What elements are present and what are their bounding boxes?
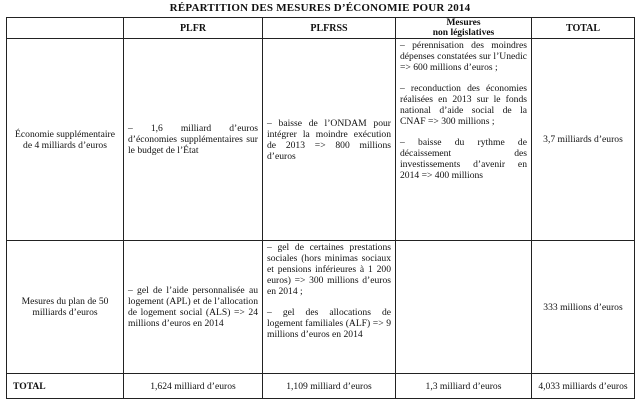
cell-total: 3,7 milliards d’euros (532, 39, 635, 241)
mesure-item: – baisse du rythme de décaissement des investissements d’avenir en 2014 => 400 millions (400, 137, 527, 181)
economy-measures-table (6, 17, 635, 399)
mesure-item: – pérennisation des moindres dépenses constatées sur l’Unedic => 600 millions d’euros ; (400, 40, 527, 73)
header-mesures (396, 18, 532, 39)
cell-plfr: 1,624 milliard d’euros (124, 374, 263, 399)
cell-mesures (396, 39, 532, 241)
cell-mesures (396, 241, 532, 374)
row-label: Mesures du plan de 50 milliards d’euros (7, 241, 124, 374)
table-row-economie (7, 39, 635, 241)
header-mesures-line2: non législatives (432, 28, 495, 38)
plfrss-item: – gel des allocations de logement familiales (ALF) => 9 millions d’euros en 2014 (267, 307, 391, 340)
cell-plfr: – 1,6 milliard d’euros d’économies supplémentaires sur le budget de l’État (124, 39, 263, 241)
cell-plfrss: 1,109 milliard d’euros (263, 374, 396, 399)
plfrss-item: – gel de certaines prestations sociales (hors minimas sociaux et pensions inférieures à 1 200 euros) => 300 millions d’euros en 2014 ; (267, 242, 391, 297)
header-blank (7, 18, 124, 39)
cell-plfrss: – baisse de l’ONDAM pour intégrer la moindre exécution de 2013 => 800 millions d’euros (263, 39, 396, 241)
cell-total: 4,033 milliards d’euros (532, 374, 635, 399)
cell-mesures: 1,3 milliard d’euros (396, 374, 532, 399)
header-row (7, 18, 635, 39)
row-label: TOTAL (7, 374, 124, 399)
cell-total: 333 millions d’euros (532, 241, 635, 374)
table-row-total (7, 374, 635, 399)
cell-plfr: – gel de l’aide personnalisée au logement (APL) et de l’allocation de logement social (ALS) => 24 millions d’euros en 2014 (124, 241, 263, 374)
table-row-plan (7, 241, 635, 374)
row-label: Économie supplémentaire de 4 milliards d’euros (7, 39, 124, 241)
header-total: TOTAL (532, 18, 635, 39)
table-title: RÉPARTITION DES MESURES D’ÉCONOMIE POUR 2014 (169, 2, 471, 14)
cell-plfrss (263, 241, 396, 374)
header-mesures-line1: Mesures (446, 18, 481, 28)
header-plfrss: PLFRSS (263, 18, 396, 39)
mesure-item: – reconduction des économies réalisées en 2013 sur le fonds national d’aide social de la CNAF => 300 millions ; (400, 83, 527, 127)
header-plfr: PLFR (124, 18, 263, 39)
